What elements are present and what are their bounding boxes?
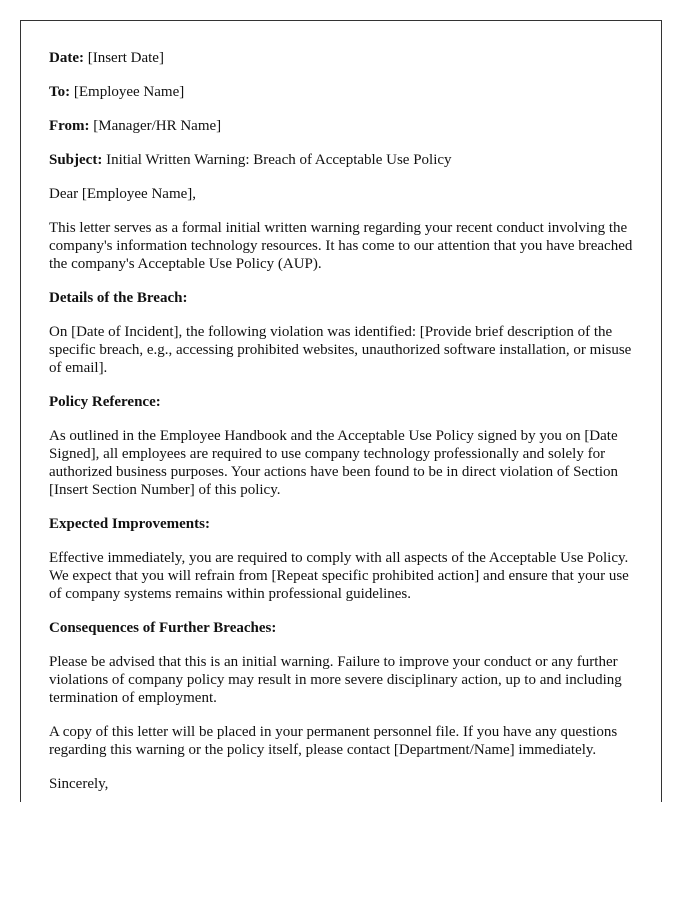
section-text: As outlined in the Employee Handbook and the Acceptable Use Policy signed by you on [Date Signed], all employees are required to use company technology professionally and solely for authorized business purposes. Your actions have been found to be in direct violation of Section [Insert Section Number] of this policy. (49, 428, 619, 498)
closing-note: A copy of this letter will be placed in your permanent personnel file. If you have any questions regarding this warning or the policy itself, please contact [Department/Name] immediately. (49, 724, 618, 758)
date-line: Date: [Insert Date] (49, 50, 164, 66)
to-line: To: [Employee Name] (49, 84, 185, 100)
section-heading: Policy Reference: (49, 394, 161, 410)
section-text: Effective immediately, you are required to comply with all aspects of the Acceptable Use Policy. We expect that you will refrain from [Repeat specific prohibited action] and ensure that your use of company systems remains within professional guidelines. (49, 550, 629, 602)
intro-paragraph: This letter serves as a formal initial written warning regarding your recent conduct involving the company's information technology resources. It has come to our attention that you have breached the company's Acceptable Use Policy (AUP). (49, 220, 633, 272)
section-heading: Details of the Breach: (49, 290, 188, 306)
signoff: Sincerely, (49, 776, 109, 792)
section-heading: Consequences of Further Breaches: (49, 620, 277, 636)
section-heading: Expected Improvements: (49, 516, 210, 532)
letter-page (20, 20, 662, 802)
section-text: Please be advised that this is an initial warning. Failure to improve your conduct or any further violations of company policy may result in more severe disciplinary action, up to and including termination of employment. (49, 654, 622, 706)
salutation: Dear [Employee Name], (49, 186, 197, 202)
subject-line: Subject: Initial Written Warning: Breach of Acceptable Use Policy (49, 152, 452, 168)
section-text: On [Date of Incident], the following violation was identified: [Provide brief description of the specific breach, e.g., accessing prohibited websites, unauthorized software installation, or misuse of email]. (49, 324, 632, 376)
from-line: From: [Manager/HR Name] (49, 118, 222, 134)
